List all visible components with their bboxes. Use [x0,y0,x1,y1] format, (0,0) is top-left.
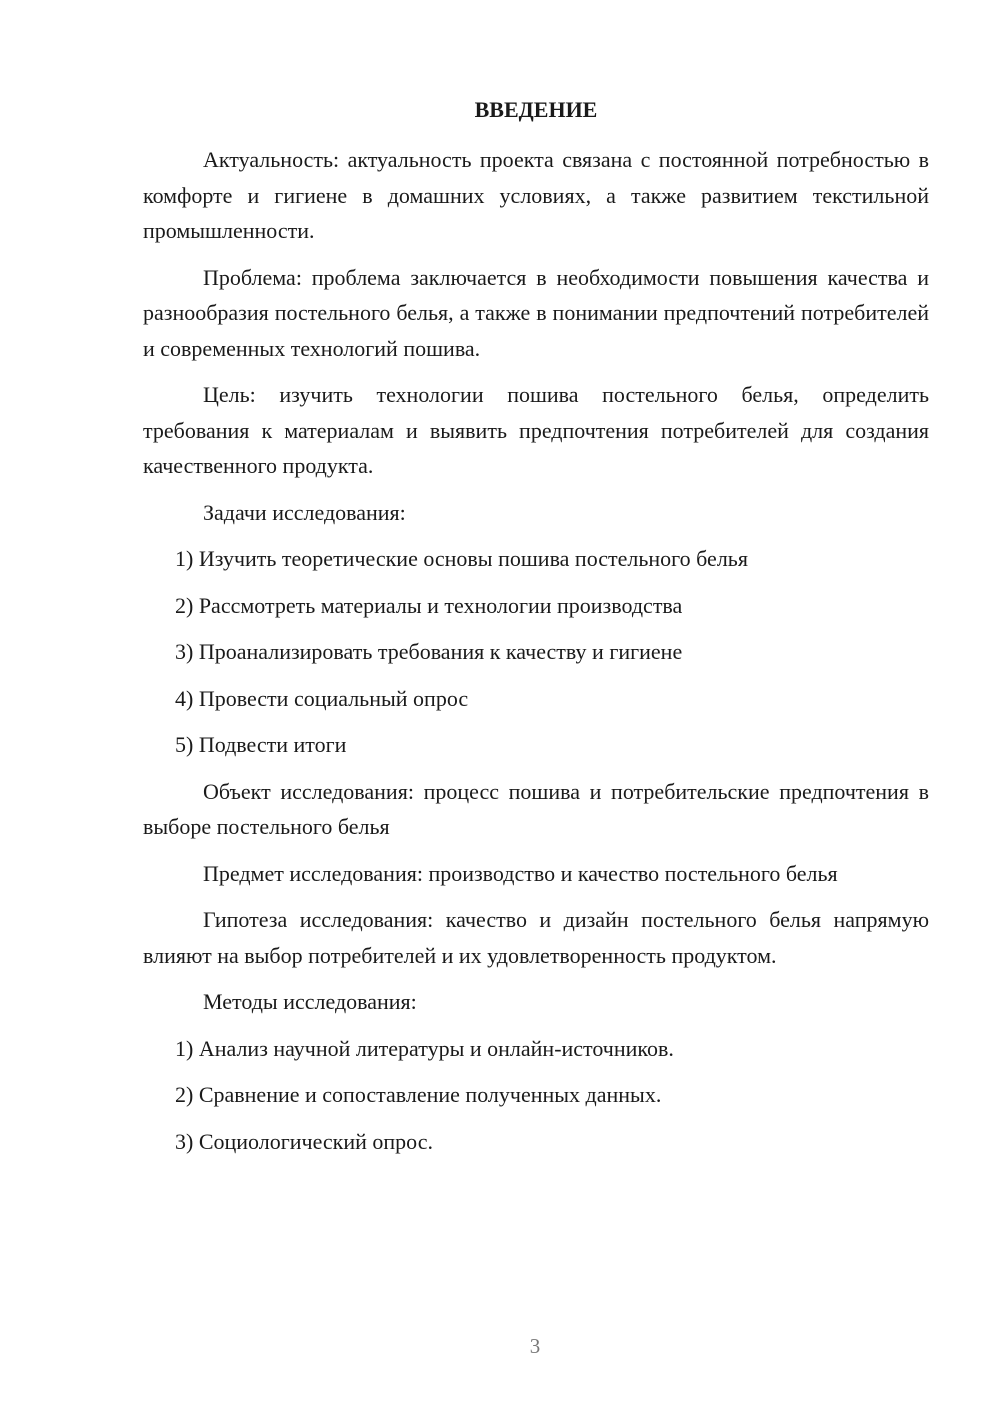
task-item: 4) Провести социальный опрос [175,685,469,711]
page-number: 3 [529,1334,541,1358]
page-title: ВВЕДЕНИЕ [474,97,598,122]
methods-heading: Методы исследования: [203,989,417,1014]
hypothesis-paragraph: Гипотеза исследования: качество и дизайн постельного белья напрямую влияют на выбор потребителей и их удовлетворенность продуктом. [143,907,929,968]
method-item: 2) Сравнение и сопоставление полученных данных. [175,1082,662,1107]
task-item: 5) Подвести итоги [175,732,347,757]
tasks-heading: Задачи исследования: [203,499,406,525]
document-body [143,142,929,1170]
problem-paragraph: Проблема: проблема заключается в необходимости повышения качества и разнообразия постельного белья, а также в понимании предпочтений потребителей и современных технологий пошива. [143,264,929,361]
object-paragraph: Объект исследования: процесс пошива и потребительские предпочтения в выборе постельного белья [143,778,929,839]
method-item: 1) Анализ научной литературы и онлайн-источников. [175,1035,674,1061]
method-item: 3) Социологический опрос. [175,1128,433,1154]
task-item: 1) Изучить теоретические основы пошива постельного белья [175,546,748,571]
subject-paragraph: Предмет исследования: производство и качество постельного белья [203,860,838,886]
goal-paragraph: Цель: изучить технологии пошива постельного белья, определить требования к материалам и выявить предпочтения потребителей для создания качественного продукта. [143,382,929,478]
relevance-paragraph: Актуальность: актуальность проекта связана с постоянной потребностью в комфорте и гигиене в домашних условиях, а также развитием текстильной промышленности. [143,147,929,243]
task-item: 3) Проанализировать требования к качеству и гигиене [175,639,683,664]
task-item: 2) Рассмотреть материалы и технологии производства [175,592,683,618]
